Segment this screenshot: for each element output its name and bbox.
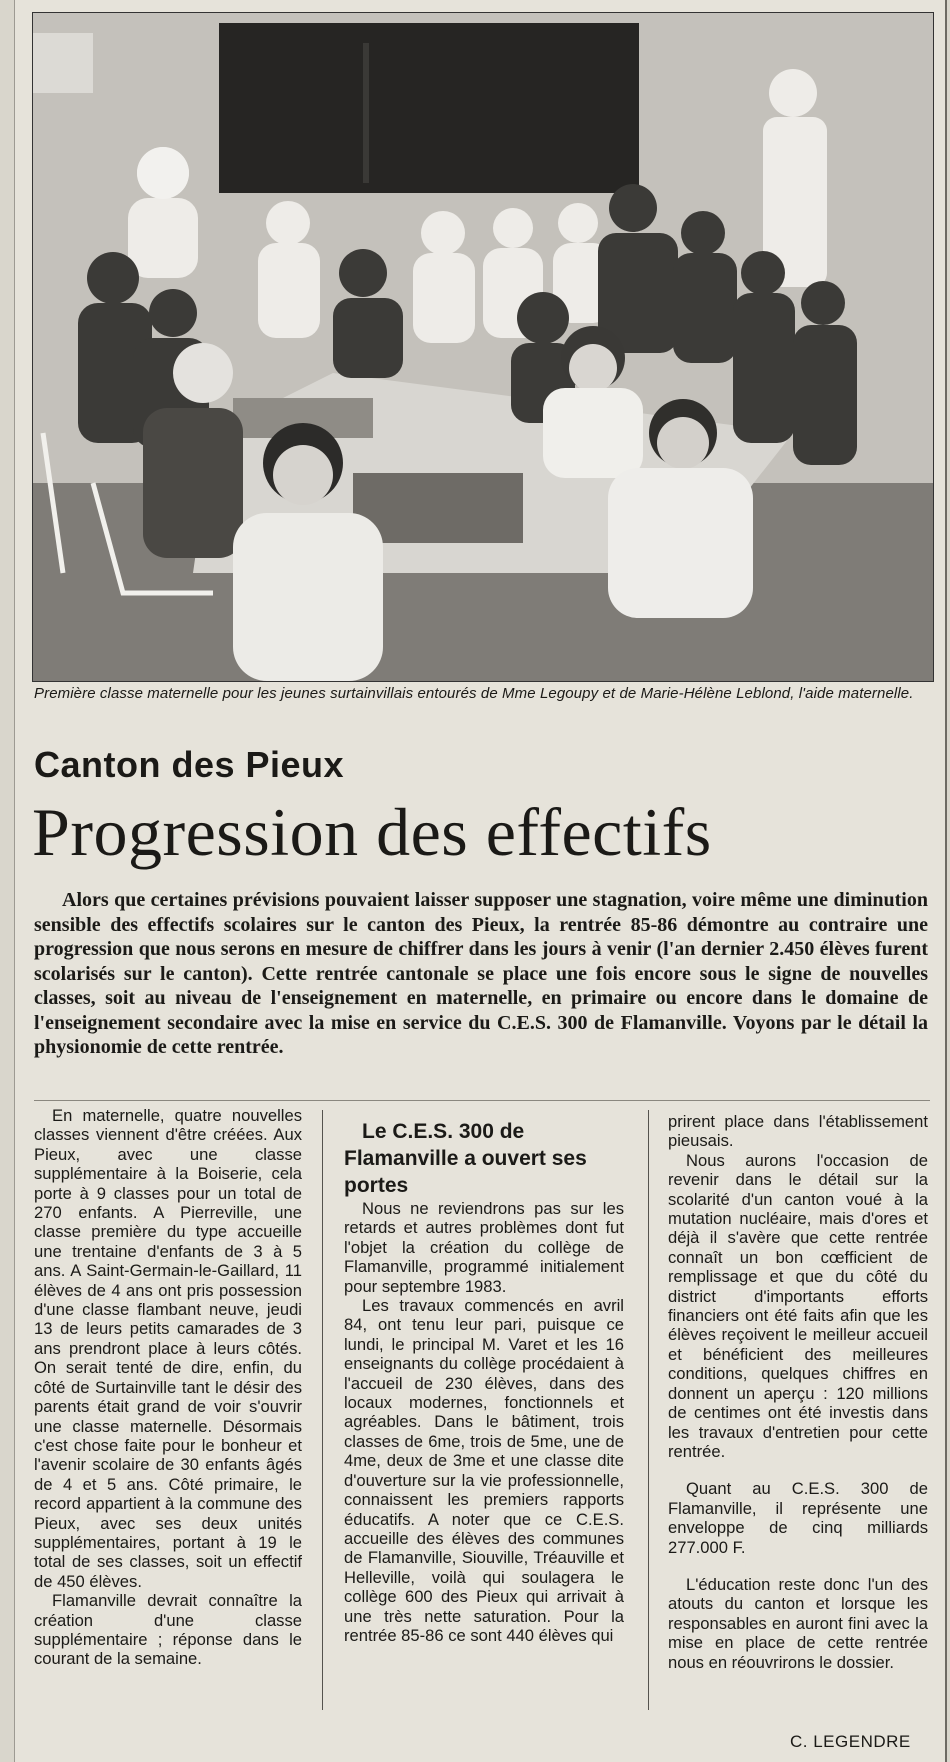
- column-rule: [322, 1110, 323, 1710]
- column-3-paragraph: L'éducation reste donc l'un des atouts du canton et lorsque les responsables en auront fini avec la mise en place de cette rentrée nous en réouvrirons le dossier.: [668, 1574, 928, 1672]
- column-3-paragraph: Nous aurons l'occasion de revenir dans le détail sur la scolarité d'un canton voué à la mutation nucléaire, mais d'ores et déjà il s'avère que cette rentrée connaît un bon cœfficient de remplissage et que du côté du district d'importants efforts financiers ont été faits afin que les élèves reçoivent le meilleur accueil et bénéficient des meilleures conditions, quelques chiffres en donnent un aperçu : 120 millions de centimes ont été investis dans les travaux d'entretien pour cette rentrée.: [668, 1150, 928, 1461]
- paragraph-gap: [668, 1461, 928, 1479]
- column-3-paragraph: Quant au C.E.S. 300 de Flamanville, il représente une enveloppe de cinq milliards 277.000 F.: [668, 1479, 928, 1557]
- article-column-3: [668, 1112, 928, 1672]
- column-2-paragraph: Les travaux commencés en avril 84, ont tenu leur pari, puisque ce lundi, le principal M. Varet et les 16 enseignants du collège procédaient à l'accueil de 230 élèves, dans des locaux modernes, fonctionnels et agréables. Dans le bâtiment, trois classes de 6me, trois de 5me, une de 4me, deux de 3me et une classe dite d'ouverture sur la vie professionnelle, connaissent les premiers rapports éducatifs. A noter que ce C.E.S. accueille des élèves des communes de Flamanville, Siouville, Tréauville et Helleville, voilà qui soulagera le collège 600 des Pieux qui arrivait à une très nette saturation. Pour la rentrée 85-86 ce sont 440 élèves qui: [344, 1296, 624, 1645]
- classroom-photo-illustration: [33, 13, 933, 681]
- columns-top-rule: [34, 1100, 930, 1101]
- column-2-paragraph: Nous ne reviendrons pas sur les retards et autres problèmes dont fut l'objet la création du collège de Flamanville, programmé initialement pour septembre 1983.: [344, 1199, 624, 1296]
- column-1-paragraph: Flamanville devrait connaître la création d'une classe supplémentaire ; réponse dans le courant de la semaine.: [34, 1591, 302, 1669]
- author-signature: C. LEGENDRE: [790, 1732, 911, 1751]
- column-3-paragraph: prirent place dans l'établissement pieusais.: [668, 1112, 928, 1151]
- classroom-photo: [32, 12, 934, 682]
- column-2-subheading: Le C.E.S. 300 de Flamanville a ouvert ses portes: [344, 1120, 587, 1197]
- article-column-1: [34, 1106, 302, 1669]
- paragraph-gap: [668, 1557, 928, 1575]
- article-headline: Progression des effectifs: [32, 794, 712, 870]
- article-kicker: Canton des Pieux: [34, 744, 345, 785]
- article-lead: Alors que certaines prévisions pouvaient laisser supposer une stagnation, voire même une diminution sensible des effectifs scolaires sur le canton des Pieux, la rentrée 85-86 démontre au contraire une progression que nous serons en mesure de chiffrer dans les jours à venir (l'an dernier 2.450 élèves furent scolarisés sur le canton). Cette rentrée cantonale se place une fois encore sous le signe de nouvelles classes, soit au niveau de l'enseignement en maternelle, en primaire ou encore dans le domaine de l'enseignement secondaire avec la mise en service du C.E.S. 300 de Flamanville. Voyons par le détail la physionomie de cette rentrée.: [34, 889, 928, 1058]
- photo-caption: Première classe maternelle pour les jeunes surtainvillais entourés de Mme Legoupy et de Marie-Hélène Leblond, l'aide maternelle.: [34, 685, 914, 702]
- article-column-2: [344, 1118, 624, 1645]
- column-1-paragraph: En maternelle, quatre nouvelles classes viennent d'être créées. Aux Pieux, avec une classe supplémentaire à la Boiserie, cela porte à 9 classes pour un total de 270 enfants. A Pierreville, une classe première du type accueille une trentaine d'enfants de 3 à 5 ans. A Saint-Germain-le-Gaillard, 11 élèves de 4 ans ont pris possession d'une classe flambant neuve, jeudi 13 de leurs petits camarades de 3 ans prendront place à leurs côtés. On serait tenté de dire, enfin, du côté de Surtainville tant le désir des parents était grand de voir s'ouvrir une classe maternelle. Désormais c'est chose faite pour le bonheur et l'avenir scolaire de 30 enfants âgés de 4 et 5 ans. Côté primaire, le record appartient à la commune des Pieux, avec ses deux unités supplémentaires, portant à 19 le total de ses classes, soit un effectif de 450 élèves.: [34, 1106, 302, 1591]
- column-rule: [648, 1110, 649, 1710]
